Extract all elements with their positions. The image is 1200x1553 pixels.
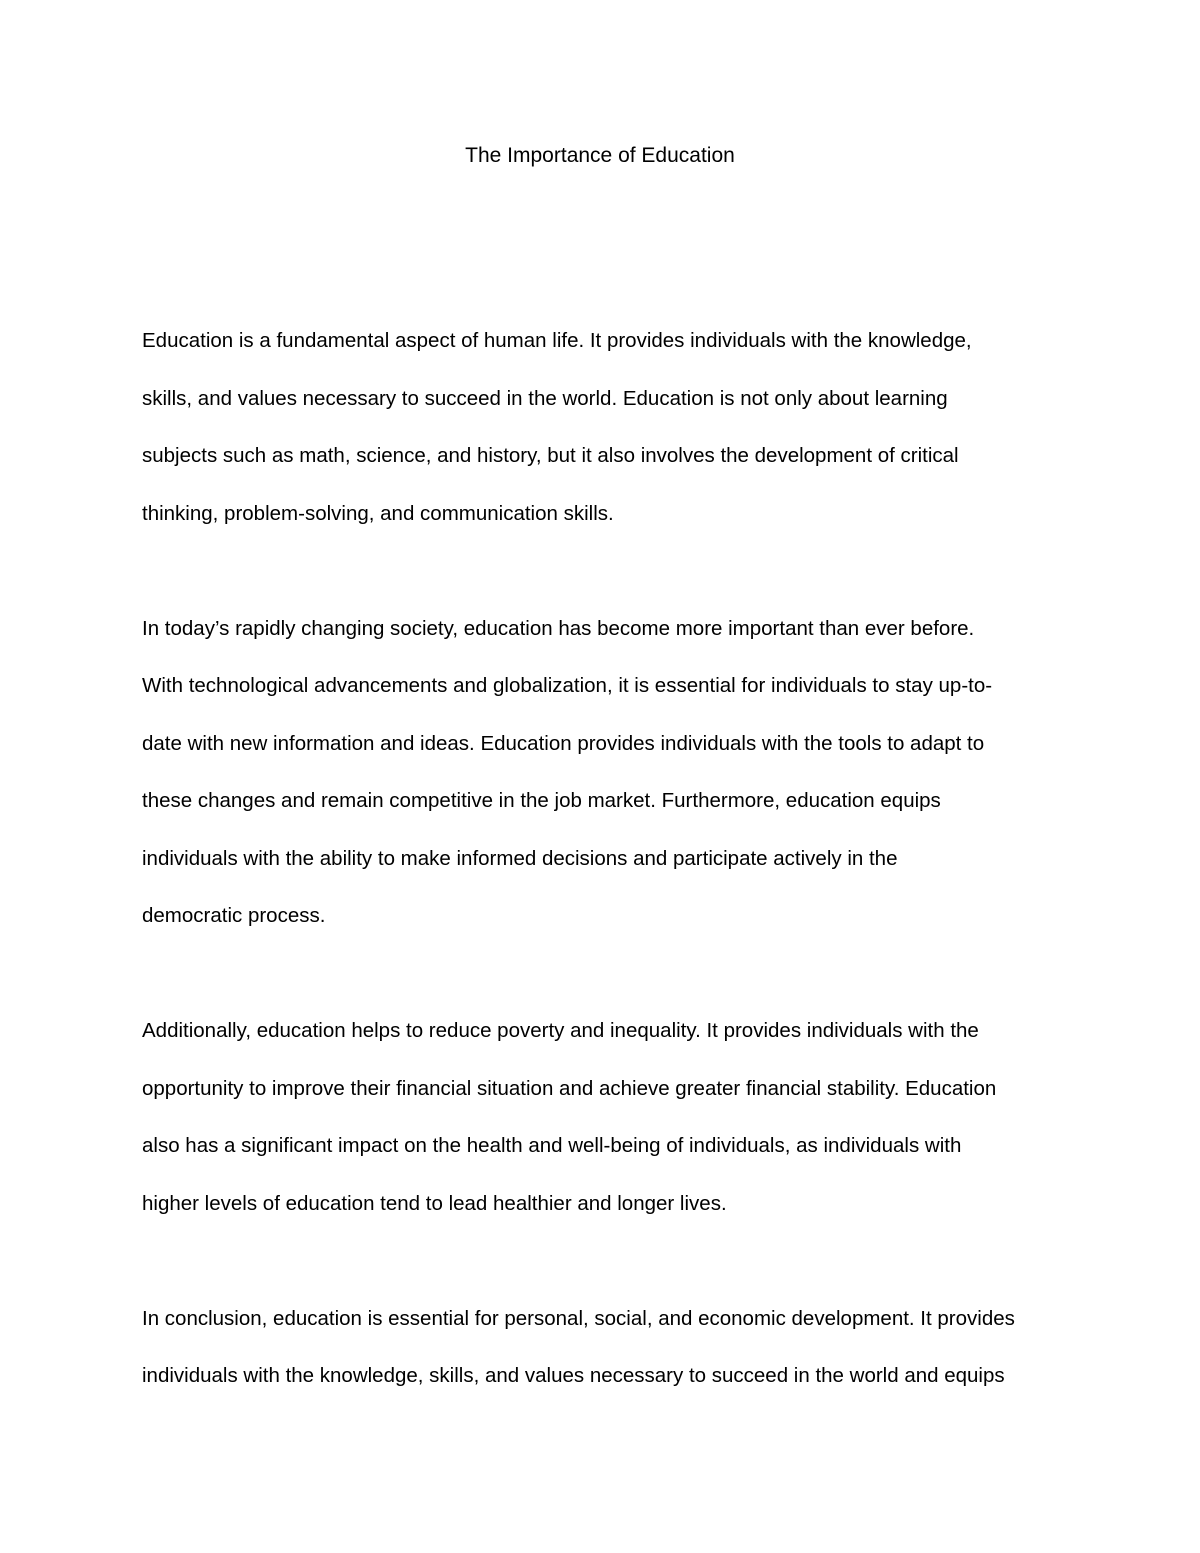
- paragraph-spacer: [142, 945, 1072, 1003]
- text-line: In conclusion, education is essential for personal, social, and economic development. It provides: [142, 1306, 1015, 1330]
- text-line: also has a significant impact on the health and well-being of individuals, as individuals with: [142, 1134, 962, 1157]
- paragraph: [142, 1002, 1072, 1232]
- text-line: these changes and remain competitive in the job market. Furthermore, education equips: [142, 789, 941, 812]
- paragraph: [142, 312, 1072, 542]
- text-line: With technological advancements and globalization, it is essential for individuals to stay up-to-: [142, 674, 993, 697]
- text-line: individuals with the knowledge, skills, and values necessary to succeed in the world and equips: [142, 1364, 1005, 1387]
- text-line: skills, and values necessary to succeed in the world. Education is not only about learning: [142, 386, 948, 410]
- document-body: [142, 312, 1072, 1405]
- text-line: subjects such as math, science, and history, but it also involves the development of critical: [142, 444, 959, 467]
- paragraph: [142, 1290, 1072, 1405]
- text-line: opportunity to improve their financial situation and achieve greater financial stability. Education: [142, 1076, 997, 1100]
- paragraph: [142, 600, 1072, 945]
- text-line: date with new information and ideas. Education provides individuals with the tools to adapt to: [142, 731, 985, 755]
- text-line: higher levels of education tend to lead healthier and longer lives.: [142, 1191, 727, 1215]
- document-title: The Importance of Education: [465, 144, 735, 167]
- text-line: democratic process.: [142, 904, 326, 927]
- paragraph-spacer: [142, 542, 1072, 600]
- text-line: Additionally, education helps to reduce poverty and inequality. It provides individuals with the: [142, 1019, 979, 1042]
- text-line: In today’s rapidly changing society, education has become more important than ever before.: [142, 616, 975, 640]
- paragraph-spacer: [142, 1232, 1072, 1290]
- text-line: individuals with the ability to make informed decisions and participate actively in the: [142, 846, 898, 870]
- text-line: Education is a fundamental aspect of human life. It provides individuals with the knowledge,: [142, 329, 972, 352]
- text-line: thinking, problem-solving, and communication skills.: [142, 501, 614, 525]
